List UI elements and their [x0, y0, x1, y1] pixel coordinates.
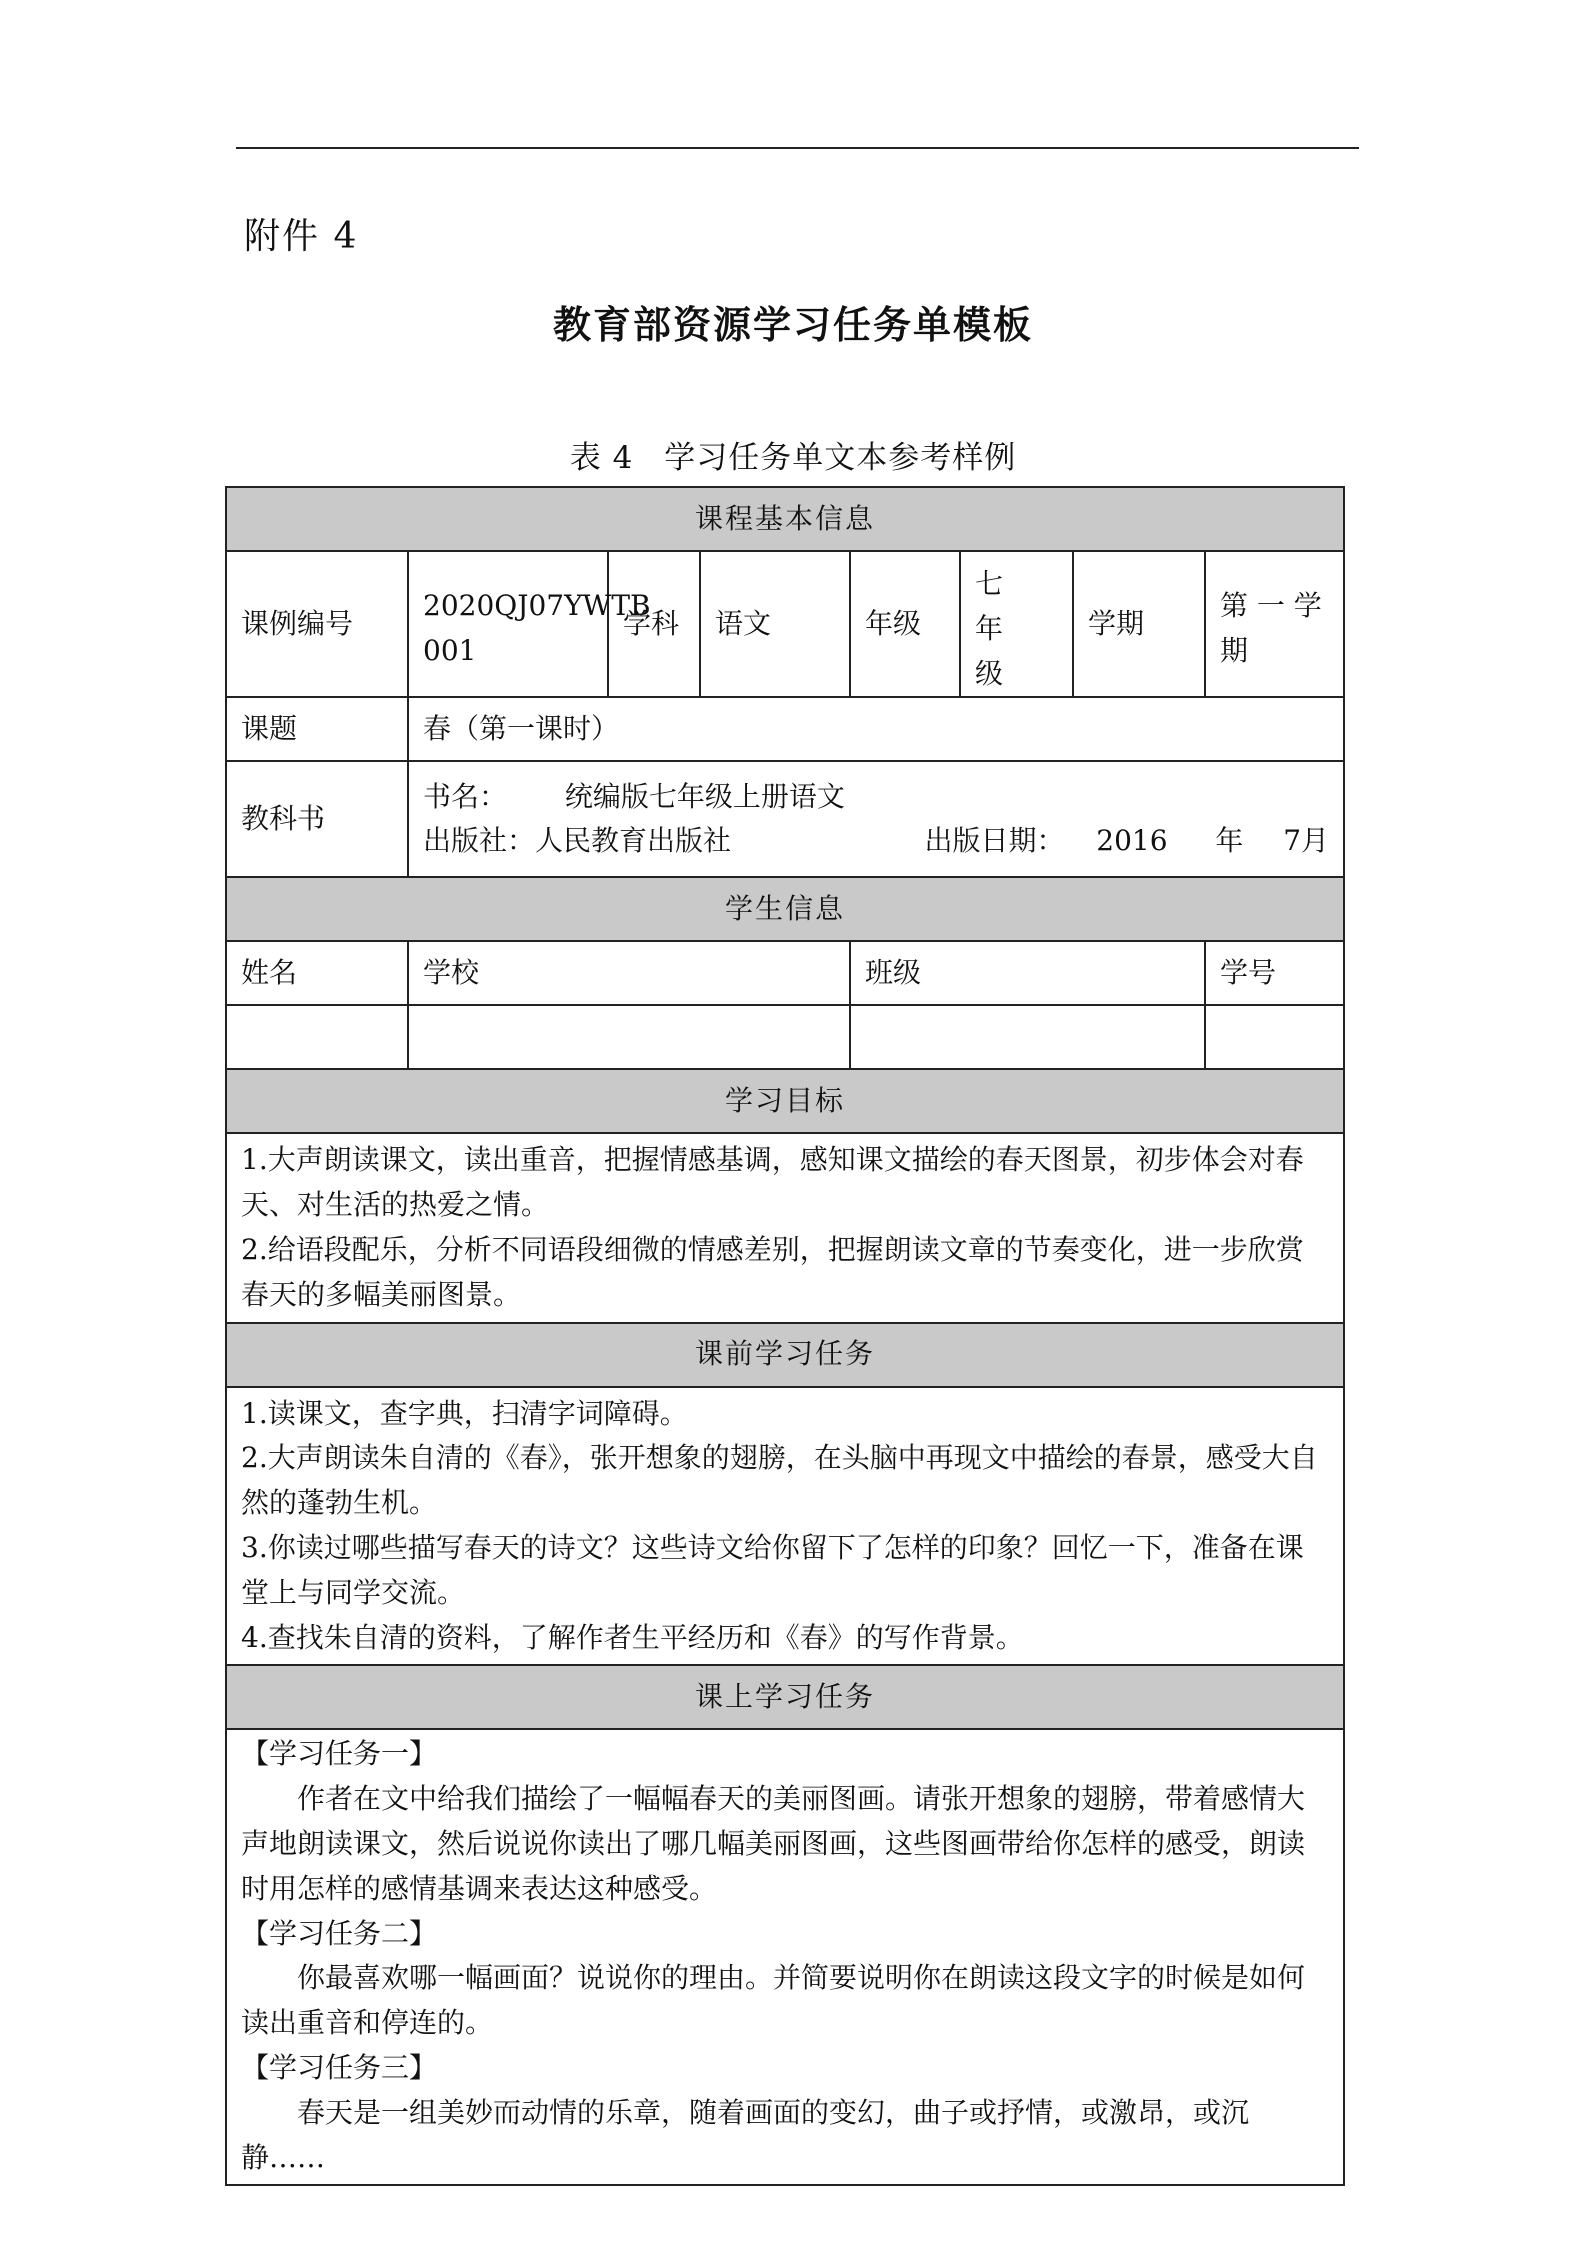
section-pre-class-tasks: 课前学习任务 [226, 1323, 1344, 1387]
attachment-label: 附件 4 [244, 216, 359, 257]
table-caption-number: 表 4 [569, 440, 634, 476]
term-line2: 期 [1220, 634, 1249, 668]
topic-value[interactable]: 春（第一课时） [408, 697, 1344, 761]
in-class-tasks-content [226, 1729, 1344, 2185]
topic-label: 课题 [226, 697, 408, 761]
pub-year: 2016 [1096, 824, 1168, 858]
student-no-input-cell[interactable] [1205, 1005, 1344, 1069]
task2-text: 你最喜欢哪一幅画面？说说你的理由。并简要说明你在朗读这段文字的时候是如何读出重音和停连的。 [241, 1961, 1306, 2040]
subject-value[interactable]: 语文 [700, 551, 850, 697]
term-line1: 第 一 学 [1220, 589, 1322, 623]
grade-label: 年级 [850, 551, 960, 697]
header-rule [236, 147, 1359, 149]
student-no-label: 学号 [1205, 941, 1344, 1005]
learning-goals-content [226, 1133, 1344, 1322]
case-no-label: 课例编号 [226, 551, 408, 697]
school-input-cell[interactable] [408, 1005, 850, 1069]
publisher-line [423, 819, 1329, 864]
section-in-class-tasks: 课上学习任务 [226, 1665, 1344, 1729]
task-sheet-table [225, 486, 1345, 2186]
section-student-info: 学生信息 [226, 877, 1344, 941]
book-name-value: 统编版七年级上册语文 [564, 779, 845, 813]
pub-date-label: 出版日期： [924, 824, 1065, 858]
school-label: 学校 [408, 941, 850, 1005]
pre-task-item: 2.大声朗读朱自清的《春》，张开想象的翅膀，在头脑中再现文中描绘的春景，感受大自然的蓬勃生机。 [241, 1441, 1318, 1520]
case-no-line2: 001 [423, 634, 477, 668]
pub-month: 7月 [1283, 824, 1330, 858]
term-label: 学期 [1073, 551, 1205, 697]
table-caption-text: 学习任务单文本参考样例 [664, 440, 1017, 476]
term-value[interactable] [1205, 551, 1344, 697]
case-no-line1: 2020QJ07YWTB [423, 589, 651, 623]
grade-line1: 七 年 [975, 567, 1032, 645]
grade-line2: 级 [975, 656, 1004, 690]
pre-class-tasks-content [226, 1387, 1344, 1666]
pub-date [924, 819, 1329, 864]
pre-task-item: 1.读课文，查字典，扫清字词障碍。 [241, 1396, 688, 1430]
task3-title: 【学习任务三】 [241, 2050, 438, 2084]
pre-task-item: 4.查找朱自清的资料，了解作者生平经历和《春》的写作背景。 [241, 1620, 1024, 1654]
name-label: 姓名 [226, 941, 408, 1005]
section-learning-goals: 学习目标 [226, 1069, 1344, 1133]
table-caption [0, 432, 1586, 477]
document-title: 教育部资源学习任务单模板 [552, 303, 1033, 347]
name-input-cell[interactable] [226, 1005, 408, 1069]
book-name-line [423, 775, 1329, 820]
section-course-info: 课程基本信息 [226, 487, 1344, 551]
task2-title: 【学习任务二】 [241, 1916, 438, 1950]
pre-task-item: 3.你读过哪些描写春天的诗文？这些诗文给你留下了怎样的印象？回忆一下，准备在课堂上与同学交流。 [241, 1530, 1304, 1609]
textbook-value[interactable] [408, 761, 1344, 877]
task3-text: 春天是一组美妙而动情的乐章，随着画面的变幻，曲子或抒情，或激昂，或沉静…… [241, 2095, 1250, 2174]
publisher-text: 出版社：人民教育出版社 [423, 824, 732, 858]
class-label: 班级 [850, 941, 1205, 1005]
goal-item: 2.给语段配乐，分析不同语段细微的情感差别，把握朗读文章的节奏变化，进一步欣赏春天的多幅美丽图景。 [241, 1232, 1304, 1311]
case-no-value[interactable] [408, 551, 651, 697]
book-name-label: 书名： [423, 779, 508, 813]
subject-label: 学科 [608, 551, 700, 697]
pub-year-unit: 年 [1215, 824, 1244, 858]
task1-text: 作者在文中给我们描绘了一幅幅春天的美丽图画。请张开想象的翅膀，带着感情大声地朗读课文，然后说说你读出了哪几幅美丽图画，这些图画带给你怎样的感受，朗读时用怎样的感情基调来表达这种感受。 [241, 1782, 1306, 1905]
goal-item: 1.大声朗读课文，读出重音，把握情感基调，感知课文描绘的春天图景，初步体会对春天、对生活的热爱之情。 [241, 1143, 1304, 1222]
task1-title: 【学习任务一】 [241, 1737, 438, 1771]
textbook-label: 教科书 [226, 761, 408, 877]
grade-value[interactable] [960, 551, 1073, 697]
class-input-cell[interactable] [850, 1005, 1205, 1069]
